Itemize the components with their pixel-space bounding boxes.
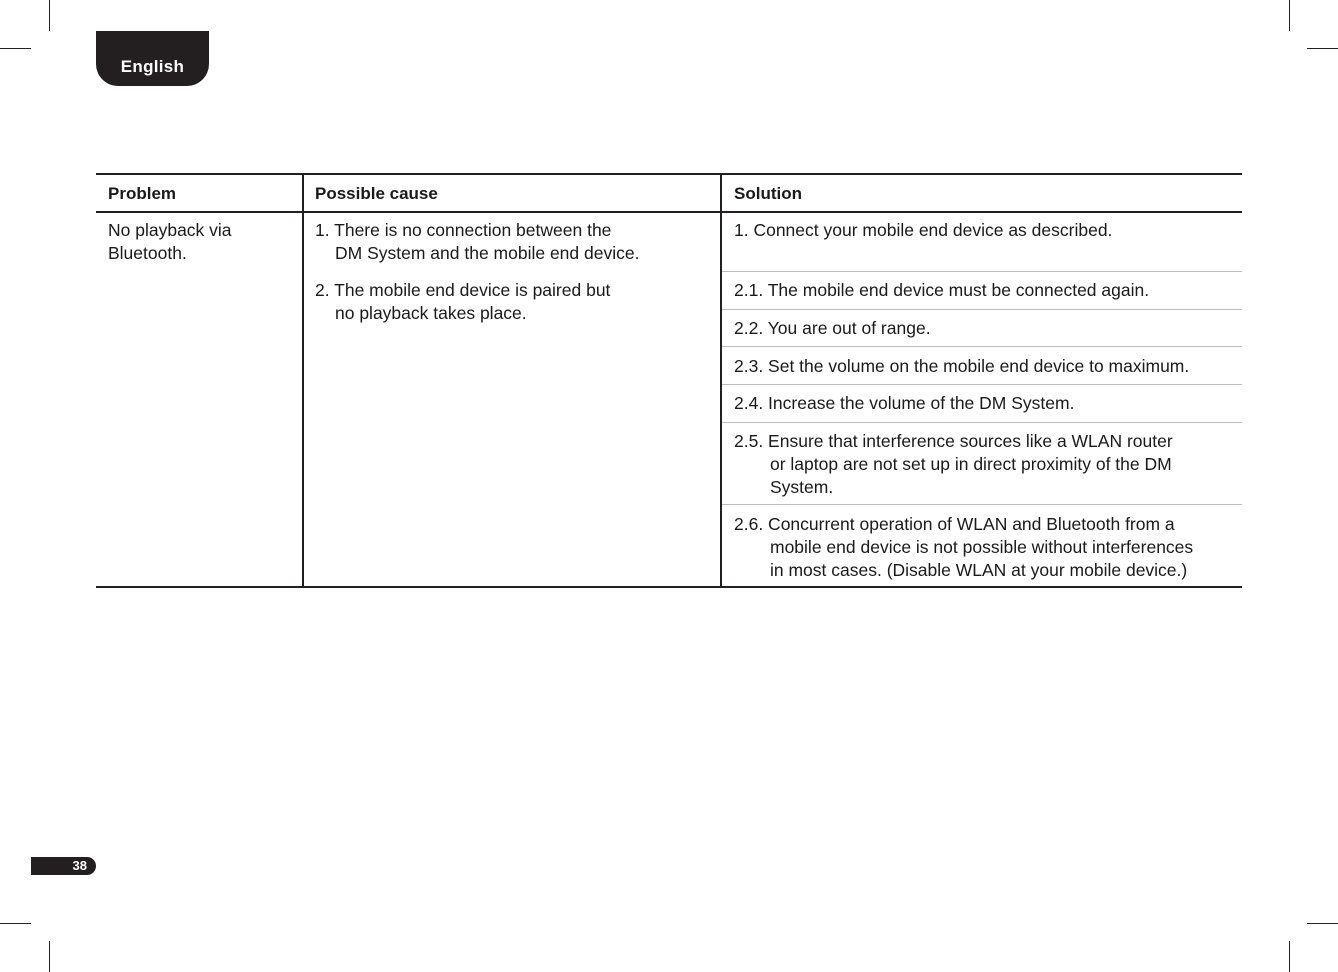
solution-line: 2.1. The mobile end device must be connected again. — [734, 280, 1150, 300]
row-divider — [722, 309, 1242, 310]
table-bottom-rule — [96, 586, 1242, 588]
solution-line: mobile end device is not possible without interferences — [770, 537, 1194, 557]
solution-cell — [734, 355, 1189, 378]
solution-line: 2.4. Increase the volume of the DM System. — [734, 393, 1075, 413]
row-divider — [722, 384, 1242, 385]
cause-cell — [315, 219, 639, 265]
solution-cell — [734, 392, 1074, 415]
table-header-rule — [96, 211, 1242, 213]
column-header-solution: Solution — [734, 184, 802, 203]
column-header-problem: Problem — [108, 184, 177, 203]
problem-line: Bluetooth. — [108, 243, 187, 263]
crop-mark — [1307, 48, 1338, 49]
column-header-cause: Possible cause — [315, 184, 438, 203]
crop-mark — [49, 941, 50, 972]
solution-line: 2.3. Set the volume on the mobile end device to maximum. — [734, 356, 1190, 376]
solution-line: 2.6. Concurrent operation of WLAN and Bluetooth from a — [734, 514, 1175, 534]
cause-cell — [315, 279, 610, 325]
solution-line: 2.5. Ensure that interference sources like a WLAN router — [734, 431, 1173, 451]
solution-line: or laptop are not set up in direct proximity of the DM — [770, 454, 1172, 474]
cause-line: DM System and the mobile end device. — [335, 243, 640, 263]
crop-mark — [1289, 0, 1290, 31]
page-number: 38 — [31, 857, 96, 875]
solution-cell — [734, 219, 1112, 242]
table-top-rule — [96, 173, 1242, 175]
solution-line: 1. Connect your mobile end device as described. — [734, 220, 1113, 240]
cause-line: 2. The mobile end device is paired but — [315, 280, 611, 300]
column-divider — [302, 173, 304, 588]
row-divider — [722, 504, 1242, 505]
solution-cell — [734, 279, 1149, 302]
solution-cell — [734, 513, 1193, 582]
row-divider — [722, 346, 1242, 347]
crop-mark — [0, 923, 31, 924]
solution-line: 2.2. You are out of range. — [734, 318, 931, 338]
column-divider — [720, 173, 722, 588]
crop-mark — [0, 48, 31, 49]
cause-line: no playback takes place. — [335, 303, 527, 323]
row-divider — [722, 422, 1242, 423]
solution-cell — [734, 317, 931, 340]
language-tab: English — [96, 31, 209, 86]
problem-line: No playback via — [108, 220, 232, 240]
row-divider — [722, 271, 1242, 272]
solution-line: in most cases. (Disable WLAN at your mobile device.) — [770, 560, 1188, 580]
crop-mark — [1289, 941, 1290, 972]
crop-mark — [1307, 923, 1338, 924]
solution-line: System. — [770, 477, 834, 497]
crop-mark — [49, 0, 50, 31]
solution-cell — [734, 430, 1173, 499]
problem-cell — [108, 219, 232, 265]
cause-line: 1. There is no connection between the — [315, 220, 612, 240]
